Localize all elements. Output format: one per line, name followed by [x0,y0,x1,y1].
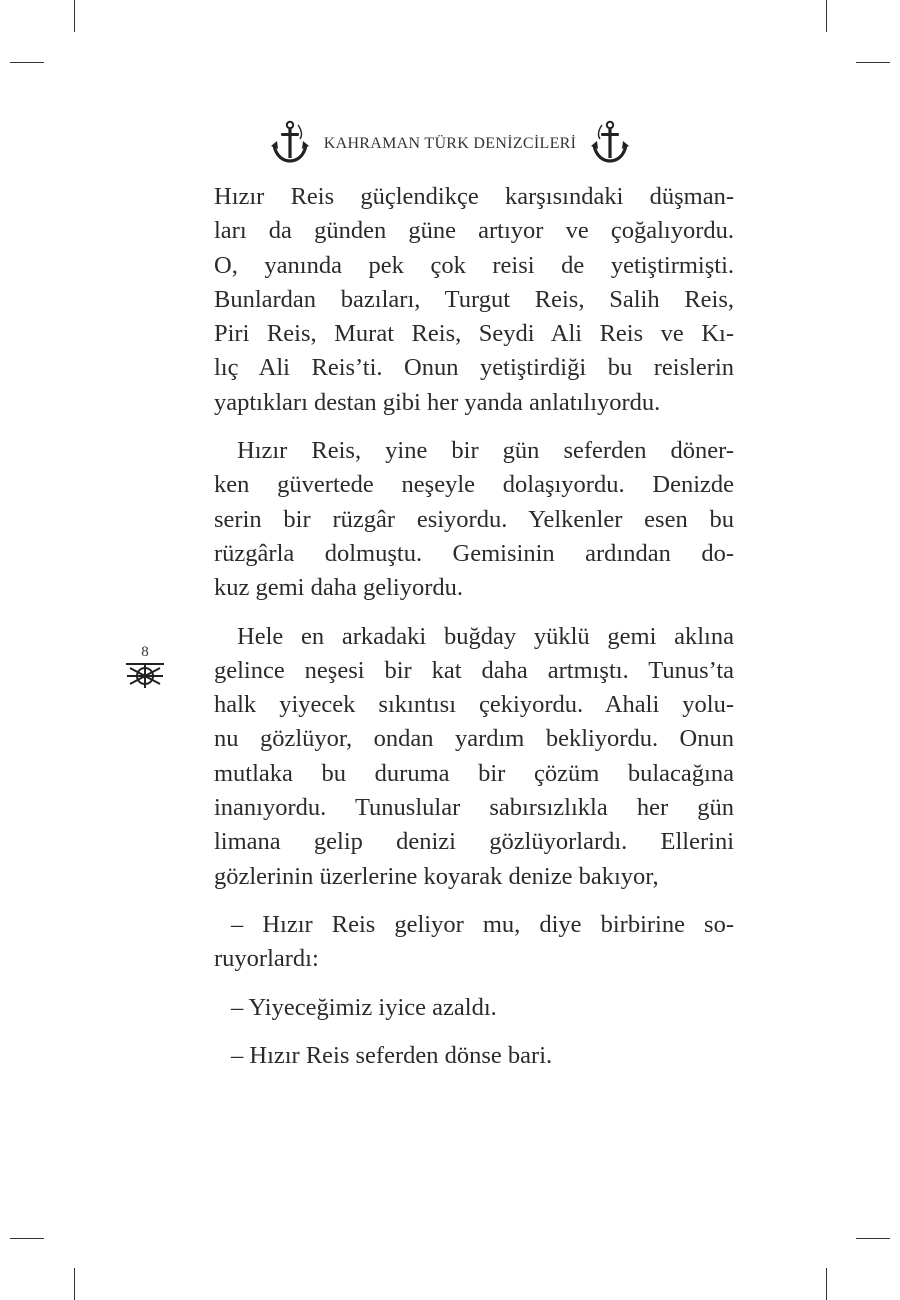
page-number: 8 [141,644,149,660]
text-line: nu gözlüyor, ondan yardım bekliyordu. Onun [214,725,734,753]
text-line: limana gelip denizi gözlüyorlardı. Ellerini [214,828,734,856]
crop-mark-bottom-right [826,1268,827,1300]
text-line: – Hızır Reis seferden dönse bari. [231,1041,553,1069]
body-text [214,180,734,1087]
text-line: yaptıkları destan gibi her yanda anlatılıyordu. [214,388,661,416]
text-line: rüzgârla dolmuştu. Gemisinin ardından do- [214,539,734,567]
page-folio [118,644,172,692]
text-line: ken güvertede neşeyle dolaşıyordu. Denizde [214,471,734,499]
dialogue-paragraph [214,1039,734,1073]
text-line: ruyorlardı: [214,945,319,973]
crop-mark-bottom-left [74,1268,75,1300]
text-line: Hele en arkadaki buğday yüklü gemi aklına [237,622,734,650]
paragraph [214,434,734,605]
text-line: serin bir rüzgâr esiyordu. Yelkenler esen bu [214,505,734,533]
running-head [0,118,900,166]
crop-mark-right-top [856,62,890,63]
text-line: gelince neşesi bir kat daha artmıştı. Tunus’ta [214,656,734,684]
running-head-title: KAHRAMAN TÜRK DENİZCİLERİ [323,135,577,152]
text-line: Hızır Reis güçlendikçe karşısındaki düşman- [214,183,734,210]
crop-mark-right-bottom [856,1238,890,1239]
anchor-icon [270,119,310,165]
ship-wheel-icon [118,660,172,690]
text-line: inanıyordu. Tunuslular sabırsızlıkla her gün [214,794,734,822]
crop-mark-top-right [826,0,827,32]
text-line: ları da günden güne artıyor ve çoğalıyordu. [214,217,734,245]
dialogue-paragraph [214,908,734,977]
anchor-icon [590,119,630,165]
crop-mark-top-left [74,0,75,32]
paragraph [214,180,734,420]
text-line: Bunlardan bazıları, Turgut Reis, Salih Reis, [214,285,734,313]
crop-mark-left-bottom [10,1238,44,1239]
text-line: Hızır Reis, yine bir gün seferden döner- [237,437,734,465]
text-line: Piri Reis, Murat Reis, Seydi Ali Reis ve Kı- [214,320,734,348]
text-line: gözlerinin üzerlerine koyarak denize bakıyor, [214,862,659,890]
text-line: O, yanında pek çok reisi de yetiştirmişti. [214,251,734,279]
text-line: lıç Ali Reis’ti. Onun yetiştirdiği bu reislerin [214,354,734,382]
paragraph [214,620,734,894]
text-line: – Hızır Reis geliyor mu, diye birbirine so- [231,910,734,938]
text-line: mutlaka bu duruma bir çözüm bulacağına [214,759,734,787]
dialogue-paragraph [214,991,734,1025]
crop-mark-left-top [10,62,44,63]
text-line: – Yiyeceğimiz iyice azaldı. [231,993,497,1021]
text-line: kuz gemi daha geliyordu. [214,574,464,602]
text-line: halk yiyecek sıkıntısı çekiyordu. Ahali yolu- [214,691,734,719]
